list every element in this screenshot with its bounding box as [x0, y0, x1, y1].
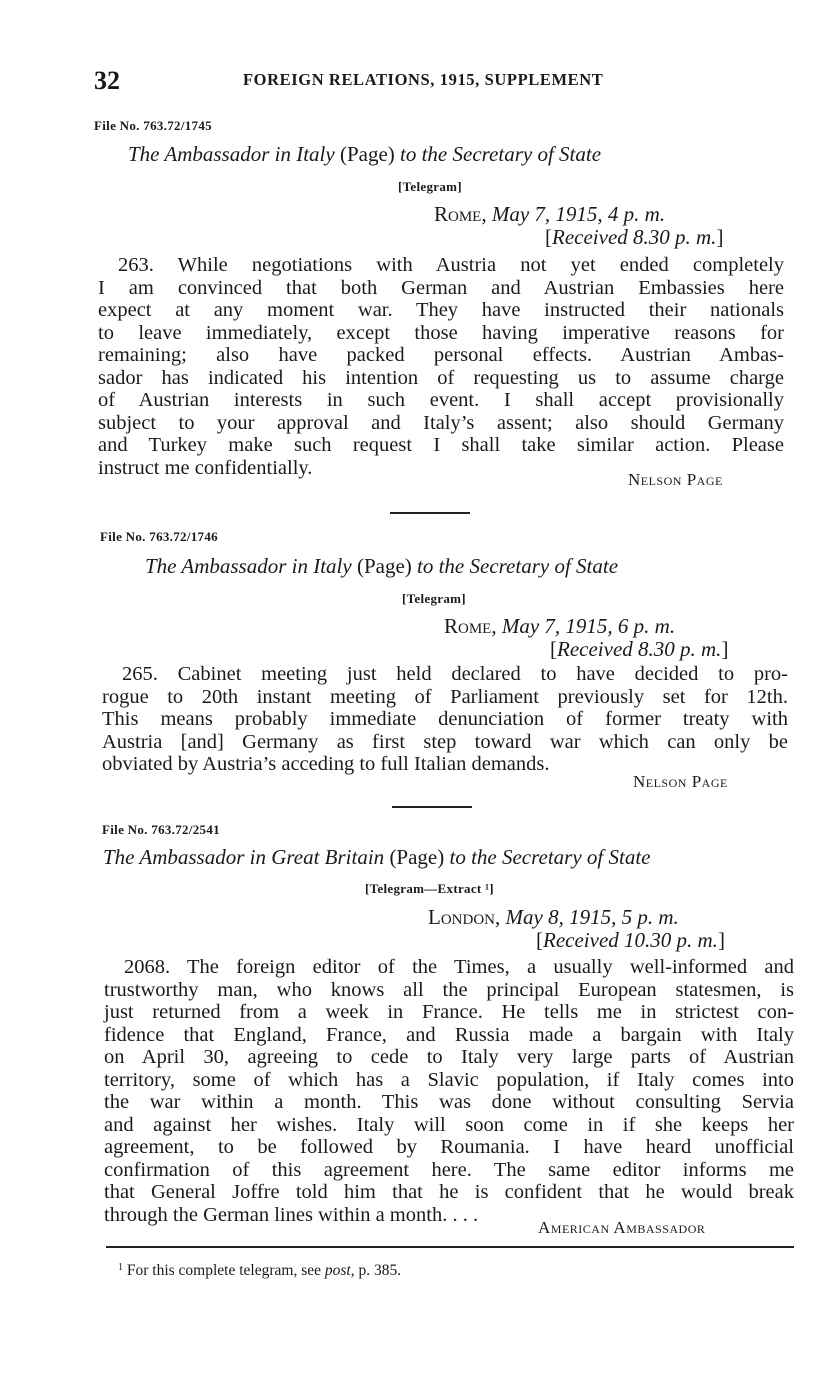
- signature: American Ambassador: [538, 1218, 706, 1237]
- body-line: and against her wishes. Italy will soon come in if she keeps her: [104, 1113, 794, 1136]
- body-line: confirmation of this agreement here. The same editor informs me: [104, 1158, 794, 1181]
- body-line: 2068. The foreign editor of the Times, a usually well-informed and: [124, 956, 794, 978]
- body-line: agreement, to be followed by Roumania. I have heard unofficial: [104, 1136, 794, 1158]
- footnote-mark: 1: [118, 1262, 123, 1273]
- footnote-rule: [106, 1246, 794, 1248]
- telegram-body: [104, 956, 794, 1226]
- dateline-date: May 8, 1915, 5 p. m.: [505, 905, 679, 929]
- dateline-date: May 7, 1915, 6 p. m.: [501, 614, 676, 638]
- telegram-tag: [Telegram—Extract ¹]: [365, 881, 494, 896]
- dateline: [434, 202, 665, 227]
- body-line: the war within a month. This was done without consulting Servia: [104, 1091, 794, 1113]
- dateline-place: Rome,: [444, 614, 497, 638]
- running-head: FOREIGN RELATIONS, 1915, SUPPLEMENT: [243, 70, 604, 89]
- telegram-tag: [Telegram]: [402, 591, 466, 606]
- body-line: 263. While negotiations with Austria not yet ended completely: [118, 254, 784, 276]
- body-line: This means probably immediate denunciation of former treaty with: [102, 708, 788, 730]
- body-line: sador has indicated his intention of requesting us to assume charge: [98, 366, 784, 389]
- file-number: File No. 763.72/1745: [94, 118, 212, 133]
- footnote-page: p. 385.: [358, 1262, 402, 1279]
- document-heading: [103, 845, 651, 870]
- footnote: [118, 1262, 401, 1280]
- file-number: File No. 763.72/2541: [102, 822, 220, 837]
- body-line: expect at any moment war. They have instructed their nationals: [98, 299, 784, 321]
- telegram-body: [98, 254, 784, 479]
- body-line: just returned from a week in France. He tells me in strictest con-: [104, 1001, 794, 1023]
- body-line: that General Joffre told him that he is confident that he would break: [104, 1181, 794, 1203]
- body-line: and Turkey make such request I shall take similar action. Please: [98, 434, 784, 456]
- body-line: trustworthy man, who knows all the principal European statesmen, is: [104, 978, 794, 1001]
- dateline-date: May 7, 1915, 4 p. m.: [491, 202, 666, 226]
- file-number: File No. 763.72/1746: [100, 529, 218, 544]
- document-heading: [145, 554, 618, 579]
- dateline-place: Rome,: [434, 202, 487, 226]
- footnote-italic: post,: [324, 1262, 355, 1279]
- body-line: instruct me confidentially.: [98, 456, 313, 479]
- heading-name: (Page): [389, 845, 445, 869]
- body-line: rogue to 20th instant meeting of Parliament previously set for 12th.: [102, 685, 788, 708]
- heading-name: (Page): [356, 554, 412, 578]
- body-line: I am convinced that both German and Austrian Embassies here: [98, 276, 784, 299]
- received-time: [Received 10.30 p. m.]: [536, 928, 725, 952]
- body-line: 265. Cabinet meeting just held declared to have decided to pro-: [122, 663, 788, 685]
- heading-recipient: to the Secretary of State: [417, 554, 619, 578]
- body-line: to leave immediately, except those having imperative reasons for: [98, 321, 784, 344]
- received-text: Received 10.30 p. m.: [543, 928, 718, 952]
- telegram-tag: [Telegram]: [398, 179, 462, 194]
- page-number: 32: [94, 66, 120, 95]
- heading-sender: The Ambassador in Italy: [128, 142, 335, 166]
- document-heading: [128, 142, 601, 167]
- telegram-body: [102, 663, 788, 776]
- dateline: [428, 905, 679, 930]
- heading-sender: The Ambassador in Italy: [145, 554, 352, 578]
- signature: Nelson Page: [633, 772, 728, 791]
- footnote-text: For this complete telegram, see: [126, 1262, 321, 1279]
- heading-name: (Page): [339, 142, 395, 166]
- heading-sender: The Ambassador in Great Britain: [103, 845, 385, 869]
- body-line: remaining; also have packed personal effects. Austrian Ambas-: [98, 344, 784, 366]
- heading-recipient: to the Secretary of State: [449, 845, 651, 869]
- body-line: fidence that England, France, and Russia made a bargain with Italy: [104, 1023, 794, 1046]
- body-line: subject to your approval and Italy’s assent; also should Germany: [98, 411, 784, 434]
- received-text: Received 8.30 p. m.: [552, 225, 717, 249]
- body-line: through the German lines within a month. . . .: [104, 1203, 479, 1226]
- received-time: [Received 8.30 p. m.]: [550, 637, 729, 661]
- body-line: of Austrian interests in such event. I shall accept provisionally: [98, 389, 784, 411]
- dateline: [444, 614, 675, 639]
- body-line: territory, some of which has a Slavic population, if Italy comes into: [104, 1068, 794, 1091]
- dateline-place: London,: [428, 905, 501, 929]
- heading-recipient: to the Secretary of State: [400, 142, 602, 166]
- body-line: on April 30, agreeing to cede to Italy very large parts of Austrian: [104, 1046, 794, 1068]
- received-text: Received 8.30 p. m.: [557, 637, 722, 661]
- received-time: [Received 8.30 p. m.]: [545, 225, 724, 249]
- section-divider: [392, 806, 472, 808]
- body-line: Austria [and] Germany as first step toward war which can only be: [102, 730, 788, 753]
- section-divider: [390, 512, 470, 514]
- body-line: obviated by Austria’s acceding to full Italian demands.: [102, 753, 550, 775]
- signature: Nelson Page: [628, 470, 723, 489]
